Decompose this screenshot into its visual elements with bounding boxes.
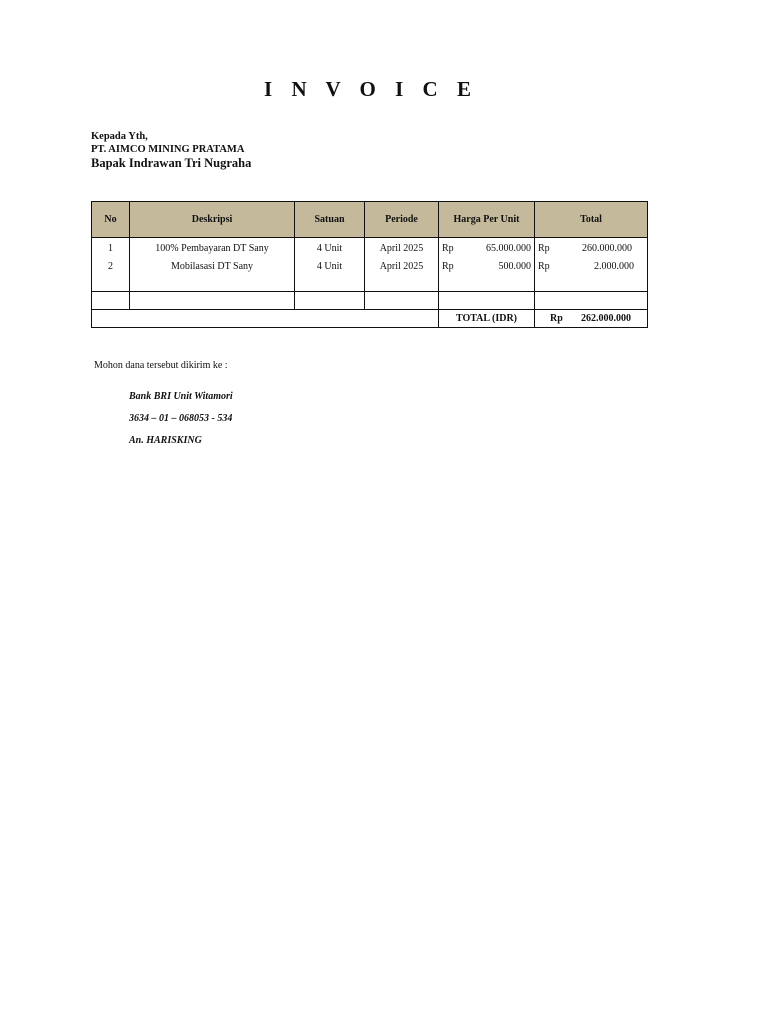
recipient-block [91, 130, 251, 171]
row-unit: 4 Unit [295, 238, 365, 258]
row-total-currency: Rp [538, 260, 550, 272]
row-price-currency: Rp [442, 260, 454, 272]
row-period: April 2025 [365, 238, 439, 258]
table-row [92, 238, 648, 258]
total-value: 262.000.000 [581, 313, 631, 324]
table-spacer-row [92, 275, 648, 292]
total-amount [535, 310, 648, 328]
row-price-value: 500.000 [498, 260, 531, 272]
row-price-value: 65.000.000 [486, 242, 531, 254]
row-total [535, 238, 648, 258]
header-satuan: Satuan [295, 202, 365, 238]
header-no: No [92, 202, 130, 238]
row-unit: 4 Unit [295, 257, 365, 275]
total-row-empty [92, 310, 439, 328]
header-deskripsi: Deskripsi [130, 202, 295, 238]
row-desc: 100% Pembayaran DT Sany [130, 238, 295, 258]
header-periode: Periode [365, 202, 439, 238]
row-no: 1 [92, 238, 130, 258]
invoice-table [91, 201, 648, 328]
row-price-currency: Rp [442, 242, 454, 254]
bank-name: Bank BRI Unit Witamori [129, 391, 233, 402]
header-total: Total [535, 202, 648, 238]
recipient-person: Bapak Indrawan Tri Nugraha [91, 156, 252, 170]
row-price [439, 238, 535, 258]
table-total-row [92, 310, 648, 328]
row-total-currency: Rp [538, 242, 550, 254]
row-total-value: 2.000.000 [594, 260, 634, 272]
row-total-value: 260.000.000 [582, 242, 632, 254]
payment-note: Mohon dana tersebut dikirim ke : [94, 360, 228, 371]
total-label: TOTAL (IDR) [439, 310, 535, 328]
recipient-greeting: Kepada Yth, [91, 131, 148, 142]
table-row [92, 257, 648, 275]
row-desc: Mobilasasi DT Sany [130, 257, 295, 275]
table-blank-row [92, 292, 648, 310]
row-no: 2 [92, 257, 130, 275]
recipient-company: PT. AIMCO MINING PRATAMA [91, 144, 245, 155]
row-period: April 2025 [365, 257, 439, 275]
header-harga: Harga Per Unit [439, 202, 535, 238]
account-holder: An. HARISKING [129, 435, 202, 446]
total-currency: Rp [550, 313, 563, 324]
table-header-row [92, 202, 648, 238]
row-price [439, 257, 535, 275]
bank-account: 3634 – 01 – 068053 - 534 [129, 413, 233, 424]
invoice-title: I N V O I C E [264, 77, 478, 101]
row-total [535, 257, 648, 275]
